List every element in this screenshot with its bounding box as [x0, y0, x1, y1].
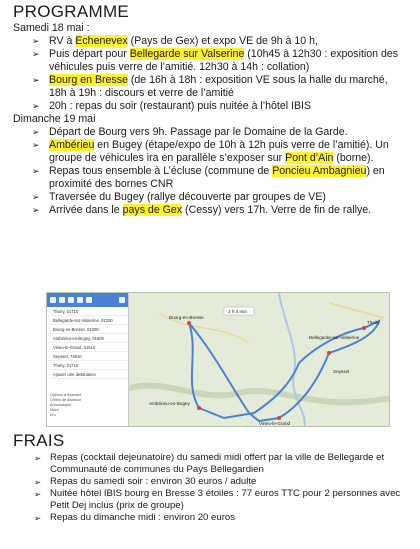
time-badge: 2 h 4 min — [228, 309, 247, 314]
city-label: Thoiry — [367, 320, 380, 325]
list-item: ➢ Ambérieu en Bugey (étape/expo de 10h à 12h puis verre de l’amitié). Un groupe de véhicules ira en parallèle s’exposer sur Pont d’Ain (borne). — [32, 139, 389, 164]
city-label: Virieu-le-Grand — [259, 421, 291, 426]
route-stop[interactable]: Ambérieu-en-Bugey, 01500 — [47, 334, 128, 343]
frais-list — [13, 452, 406, 524]
list-item: ➢ Traversée du Bugey (rallye découverte par groupes de VE) — [32, 191, 326, 203]
arrow-bullet-icon: ➢ — [32, 36, 40, 46]
route-map-screenshot — [46, 292, 390, 427]
list-item: ➢ Puis départ pour Bellegarde sur Valserine (10h45 à 12h30 : exposition des véhicules puis verre de l’amitié. 12h30 à 14h : collation) — [32, 48, 399, 73]
day2-label: Dimanche 19 mai — [13, 113, 96, 125]
city-label: Bellegarde-sur-Valserine — [309, 335, 360, 340]
travel-mode-icon[interactable] — [68, 297, 74, 303]
map-pin-icon[interactable] — [362, 326, 366, 330]
list-item: ➢ Arrivée dans le pays de Gex (Cessy) vers 17h. Verre de fin de rallye. — [32, 204, 372, 216]
arrow-bullet-icon: ➢ — [32, 192, 40, 202]
travel-mode-icon[interactable] — [86, 297, 92, 303]
arrow-bullet-icon: ➢ — [32, 49, 40, 59]
map-pin-icon[interactable] — [197, 406, 201, 410]
list-item: ➢ Repas tous ensemble à L’écluse (commune de Poncieu Ambagnieu) en proximité des bornes CNR — [32, 165, 385, 190]
arrow-bullet-icon: ➢ — [34, 489, 42, 499]
add-destination[interactable]: Ajouter une destination — [47, 370, 128, 379]
list-item: ➢ Repas (cocktail dejeunatoire) du samedi midi offert par la ville de Bellegarde et Communauté de communes du Pays Bellegardien — [34, 452, 385, 475]
arrow-bullet-icon: ➢ — [34, 513, 42, 523]
route-options: Options d'itinéraire Unités de distance Automatique Miles Km — [50, 393, 82, 417]
day1-list — [13, 35, 406, 113]
city-label: Ambérieu-en-Bugey — [149, 401, 190, 406]
list-item: ➢ 20h : repas du soir (restaurant) puis nuitée à l’hôtel IBIS — [32, 100, 312, 112]
travel-mode-icon[interactable] — [59, 297, 65, 303]
highlighted-place: Ambérieu — [49, 139, 95, 151]
arrow-bullet-icon: ➢ — [34, 453, 42, 463]
route-sidebar — [47, 293, 129, 427]
arrow-bullet-icon: ➢ — [32, 166, 40, 176]
list-item: ➢ Repas du samedi soir : environ 30 euros / adulte — [34, 476, 257, 487]
map-canvas[interactable] — [129, 293, 390, 427]
map-pin-icon[interactable] — [327, 351, 331, 355]
arrow-bullet-icon: ➢ — [32, 127, 40, 137]
map-pin-icon[interactable] — [187, 321, 191, 325]
frais-title: FRAIS — [13, 431, 65, 450]
frais-section — [13, 432, 406, 524]
day2-list — [13, 126, 406, 217]
highlighted-place: Pont d’Ain — [285, 152, 334, 164]
list-item: ➢ Bourg en Bresse (de 16h à 18h : exposition VE sous la halle du marché, 18h à 19h : discours et verre de l’amitié — [32, 74, 388, 99]
map-pin-icon[interactable] — [277, 416, 281, 420]
highlighted-place: Bellegarde sur Valserine — [129, 48, 245, 60]
highlighted-place: Bourg en Bresse — [49, 74, 128, 86]
arrow-bullet-icon: ➢ — [34, 477, 42, 487]
list-item: ➢ Départ de Bourg vers 9h. Passage par le Domaine de la Garde. — [32, 126, 348, 138]
route-stop[interactable]: Bellegarde-sur-Valserine, 01200 — [47, 316, 128, 325]
highlighted-place: pays de Gex — [122, 204, 183, 216]
highlighted-place: Poncieu Ambagnieu — [272, 165, 367, 177]
route-stop[interactable]: Thoiry, 01710 — [47, 361, 128, 370]
arrow-bullet-icon: ➢ — [32, 101, 40, 111]
arrow-bullet-icon: ➢ — [32, 205, 40, 215]
close-icon[interactable] — [119, 297, 125, 303]
map-svg[interactable] — [129, 293, 390, 427]
arrow-bullet-icon: ➢ — [32, 75, 40, 85]
highlighted-place: Echenevex — [75, 35, 128, 47]
city-label: Bourg-en-Bresse — [169, 315, 204, 320]
arrow-bullet-icon: ➢ — [32, 140, 40, 150]
travel-mode-bar — [47, 293, 128, 307]
list-item: ➢ Nuitée hôtel IBIS bourg en Bresse 3 étoiles : 77 euros TTC pour 2 personnes avec Petit Dej inclus (prix de groupe) — [34, 488, 401, 511]
travel-mode-icon[interactable] — [77, 297, 83, 303]
route-stop[interactable]: Thoiry, 01710 — [47, 307, 128, 316]
programme-title: PROGRAMME — [13, 2, 130, 21]
list-item: ➢ RV à Echenevex (Pays de Gex) et expo VE de 9h à 10 h, — [32, 35, 318, 47]
list-item: ➢ Repas du dimanche midi : environ 20 euros — [34, 512, 236, 523]
route-stop[interactable]: Bourg-en-Bresse, 01000 — [47, 325, 128, 334]
city-label: Seyssel — [333, 369, 350, 374]
route-stop[interactable]: Seyssel, 74910 — [47, 352, 128, 361]
travel-mode-icon[interactable] — [50, 297, 56, 303]
route-stop[interactable]: Virieu-le-Grand, 01510 — [47, 343, 128, 352]
day1-label: Samedi 18 mai : — [13, 22, 90, 34]
